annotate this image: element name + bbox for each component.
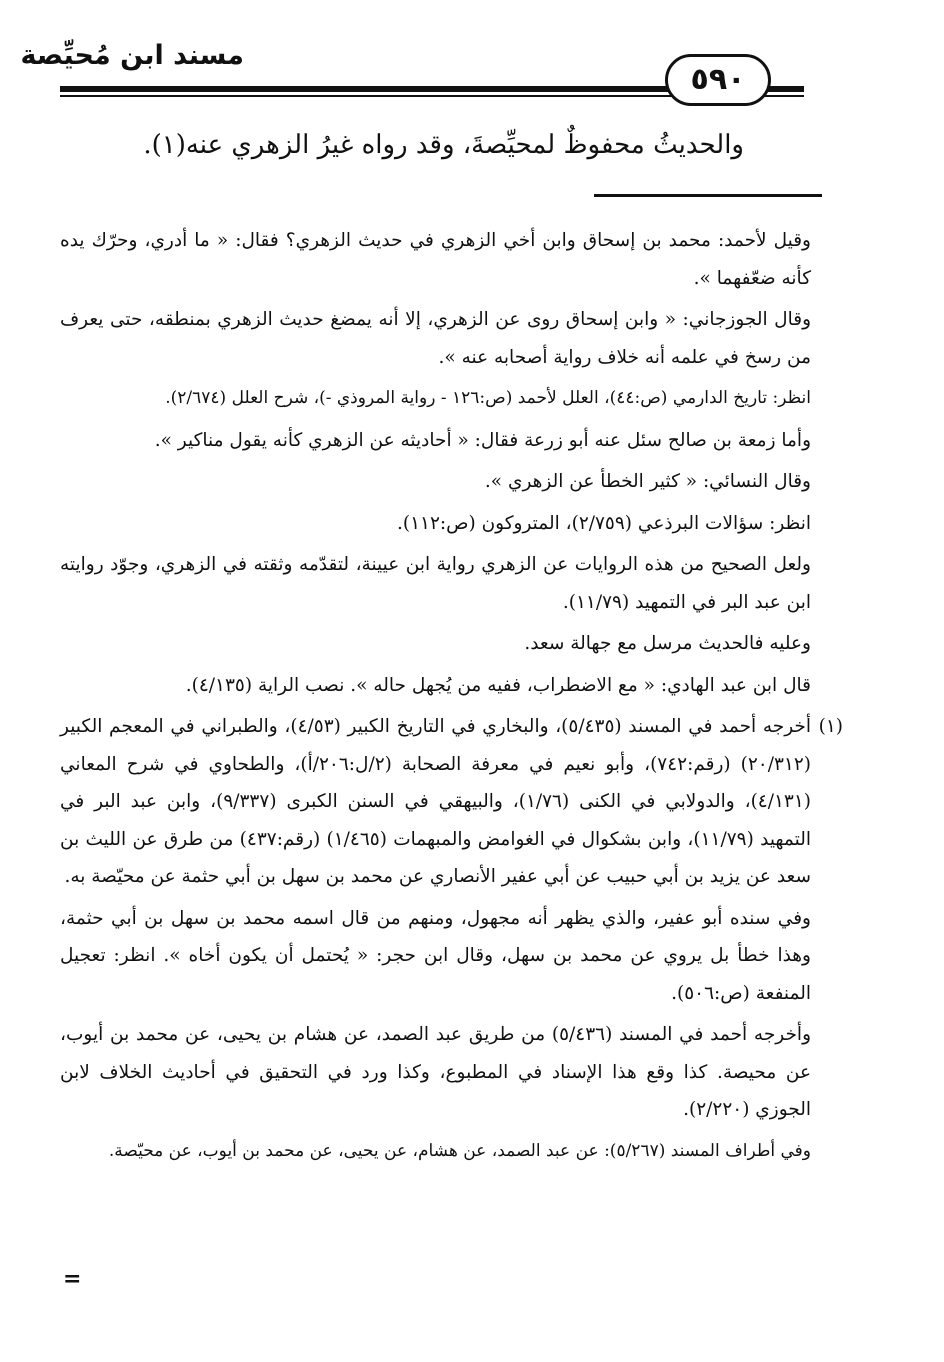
footnote-marker: (١) <box>818 716 843 737</box>
note-paragraph: انظر: سؤالات البرذعي (٢/٧٥٩)، المتروكون (ص:١١٢). <box>396 512 811 534</box>
footnotes-area <box>60 222 843 1174</box>
footnote-1 <box>60 708 843 896</box>
note-paragraph: ولعل الصحيح من هذه الروايات عن الزهري رواية ابن عيينة، لتقدّمه وثقته في الزهري، وجوّد روايته ابن عبد البر في التمهيد (١١/٧٩). <box>60 554 811 613</box>
note-paragraph: وقيل لأحمد: محمد بن إسحاق وابن أخي الزهري في حديث الزهري؟ فقال: « ما أدري، وحرّك يده كأنه ضعّفهما ». <box>60 230 811 289</box>
book-title: مسند ابن مُحيِّصة <box>20 40 244 71</box>
footnote-separator <box>594 194 822 197</box>
note-paragraph: وفي سنده أبو عفير، والذي يظهر أنه مجهول، ومنهم من قال اسمه محمد بن سهل بن أبي حثمة، وهذا خطأ بل يروي عن محمد بن سهل، وقال ابن حجر: « يُحتمل أن يكون أخاه ». انظر: تعجيل المنفعة (ص:٥٠٦). <box>60 907 811 1004</box>
footnote-text: أخرجه أحمد في المسند (٥/٤٣٥)، والبخاري في التاريخ الكبير (٤/٥٣)، والطبراني في المعجم الكبير (٢٠/٣١٢) (رقم:٧٤٢)، وأبو نعيم في معرفة الصحابة (٢/ل:٢٠٦/أ)، والطحاوي في شرح المعاني (٤/١٣١)، والدولابي في الكنى (١/٧٦)، والبيهقي في السنن الكبرى (٩/٣٣٧)، وابن عبد البر في التمهيد (١١/٧٩)، وابن بشكوال في الغوامض والمبهمات (١/٤٦٥) (رقم:٤٣٧) من طرق عن الليث بن سعد عن يزيد بن أبي حبيب عن أبي عفير الأنصاري عن محمد بن سهل بن أبي حثمة عن محيّصة به. <box>60 716 812 887</box>
end-mark: = <box>63 1266 82 1292</box>
note-paragraph: وفي أطراف المسند (٥/٢٦٧): عن عبد الصمد، عن هشام، عن يحيى، عن محمد بن أيوب، عن محيّصة. <box>108 1140 811 1161</box>
note-paragraph: وقال الجوزجاني: « وابن إسحاق روى عن الزهري، إلا أنه يمضغ حديث الزهري بمنطقه، حتى يعرف من رسخ في علمه أنه خلاف رواية أصحابه عنه ». <box>60 309 811 368</box>
note-paragraph: قال ابن عبد الهادي: « مع الاضطراب، ففيه من يُجهل حاله ». نصب الراية (٤/١٣٥). <box>185 674 811 696</box>
note-paragraph: وأخرجه أحمد في المسند (٥/٤٣٦) من طريق عبد الصمد، عن هشام بن يحيى، عن محمد بن أيوب، عن محيصة. كذا وقع هذا الإسناد في المطبوع، وكذا ورد في التحقيق في أحاديث الخلاف لابن الجوزي (٢/٢٢٠). <box>60 1024 811 1120</box>
page-number: ٥٩٠ <box>665 54 771 106</box>
note-paragraph: انظر: تاريخ الدارمي (ص:٤٤)، العلل لأحمد (ص:١٢٦ - رواية المروذي -)، شرح العلل (٢/٦٧٤). <box>165 388 811 408</box>
note-paragraph: وقال النسائي: « كثير الخطأ عن الزهري ». <box>484 471 811 492</box>
note-paragraph: وأما زمعة بن صالح سئل عنه أبو زرعة فقال: « أحاديثه عن الزهري كأنه يقول مناكير ». <box>154 429 811 451</box>
main-text: والحديثُ محفوظٌ لمحيِّصةَ، وقد رواه غيرُ الزهري عنه(١). <box>143 130 744 160</box>
note-paragraph: وعليه فالحديث مرسل مع جهالة سعد. <box>524 633 811 654</box>
